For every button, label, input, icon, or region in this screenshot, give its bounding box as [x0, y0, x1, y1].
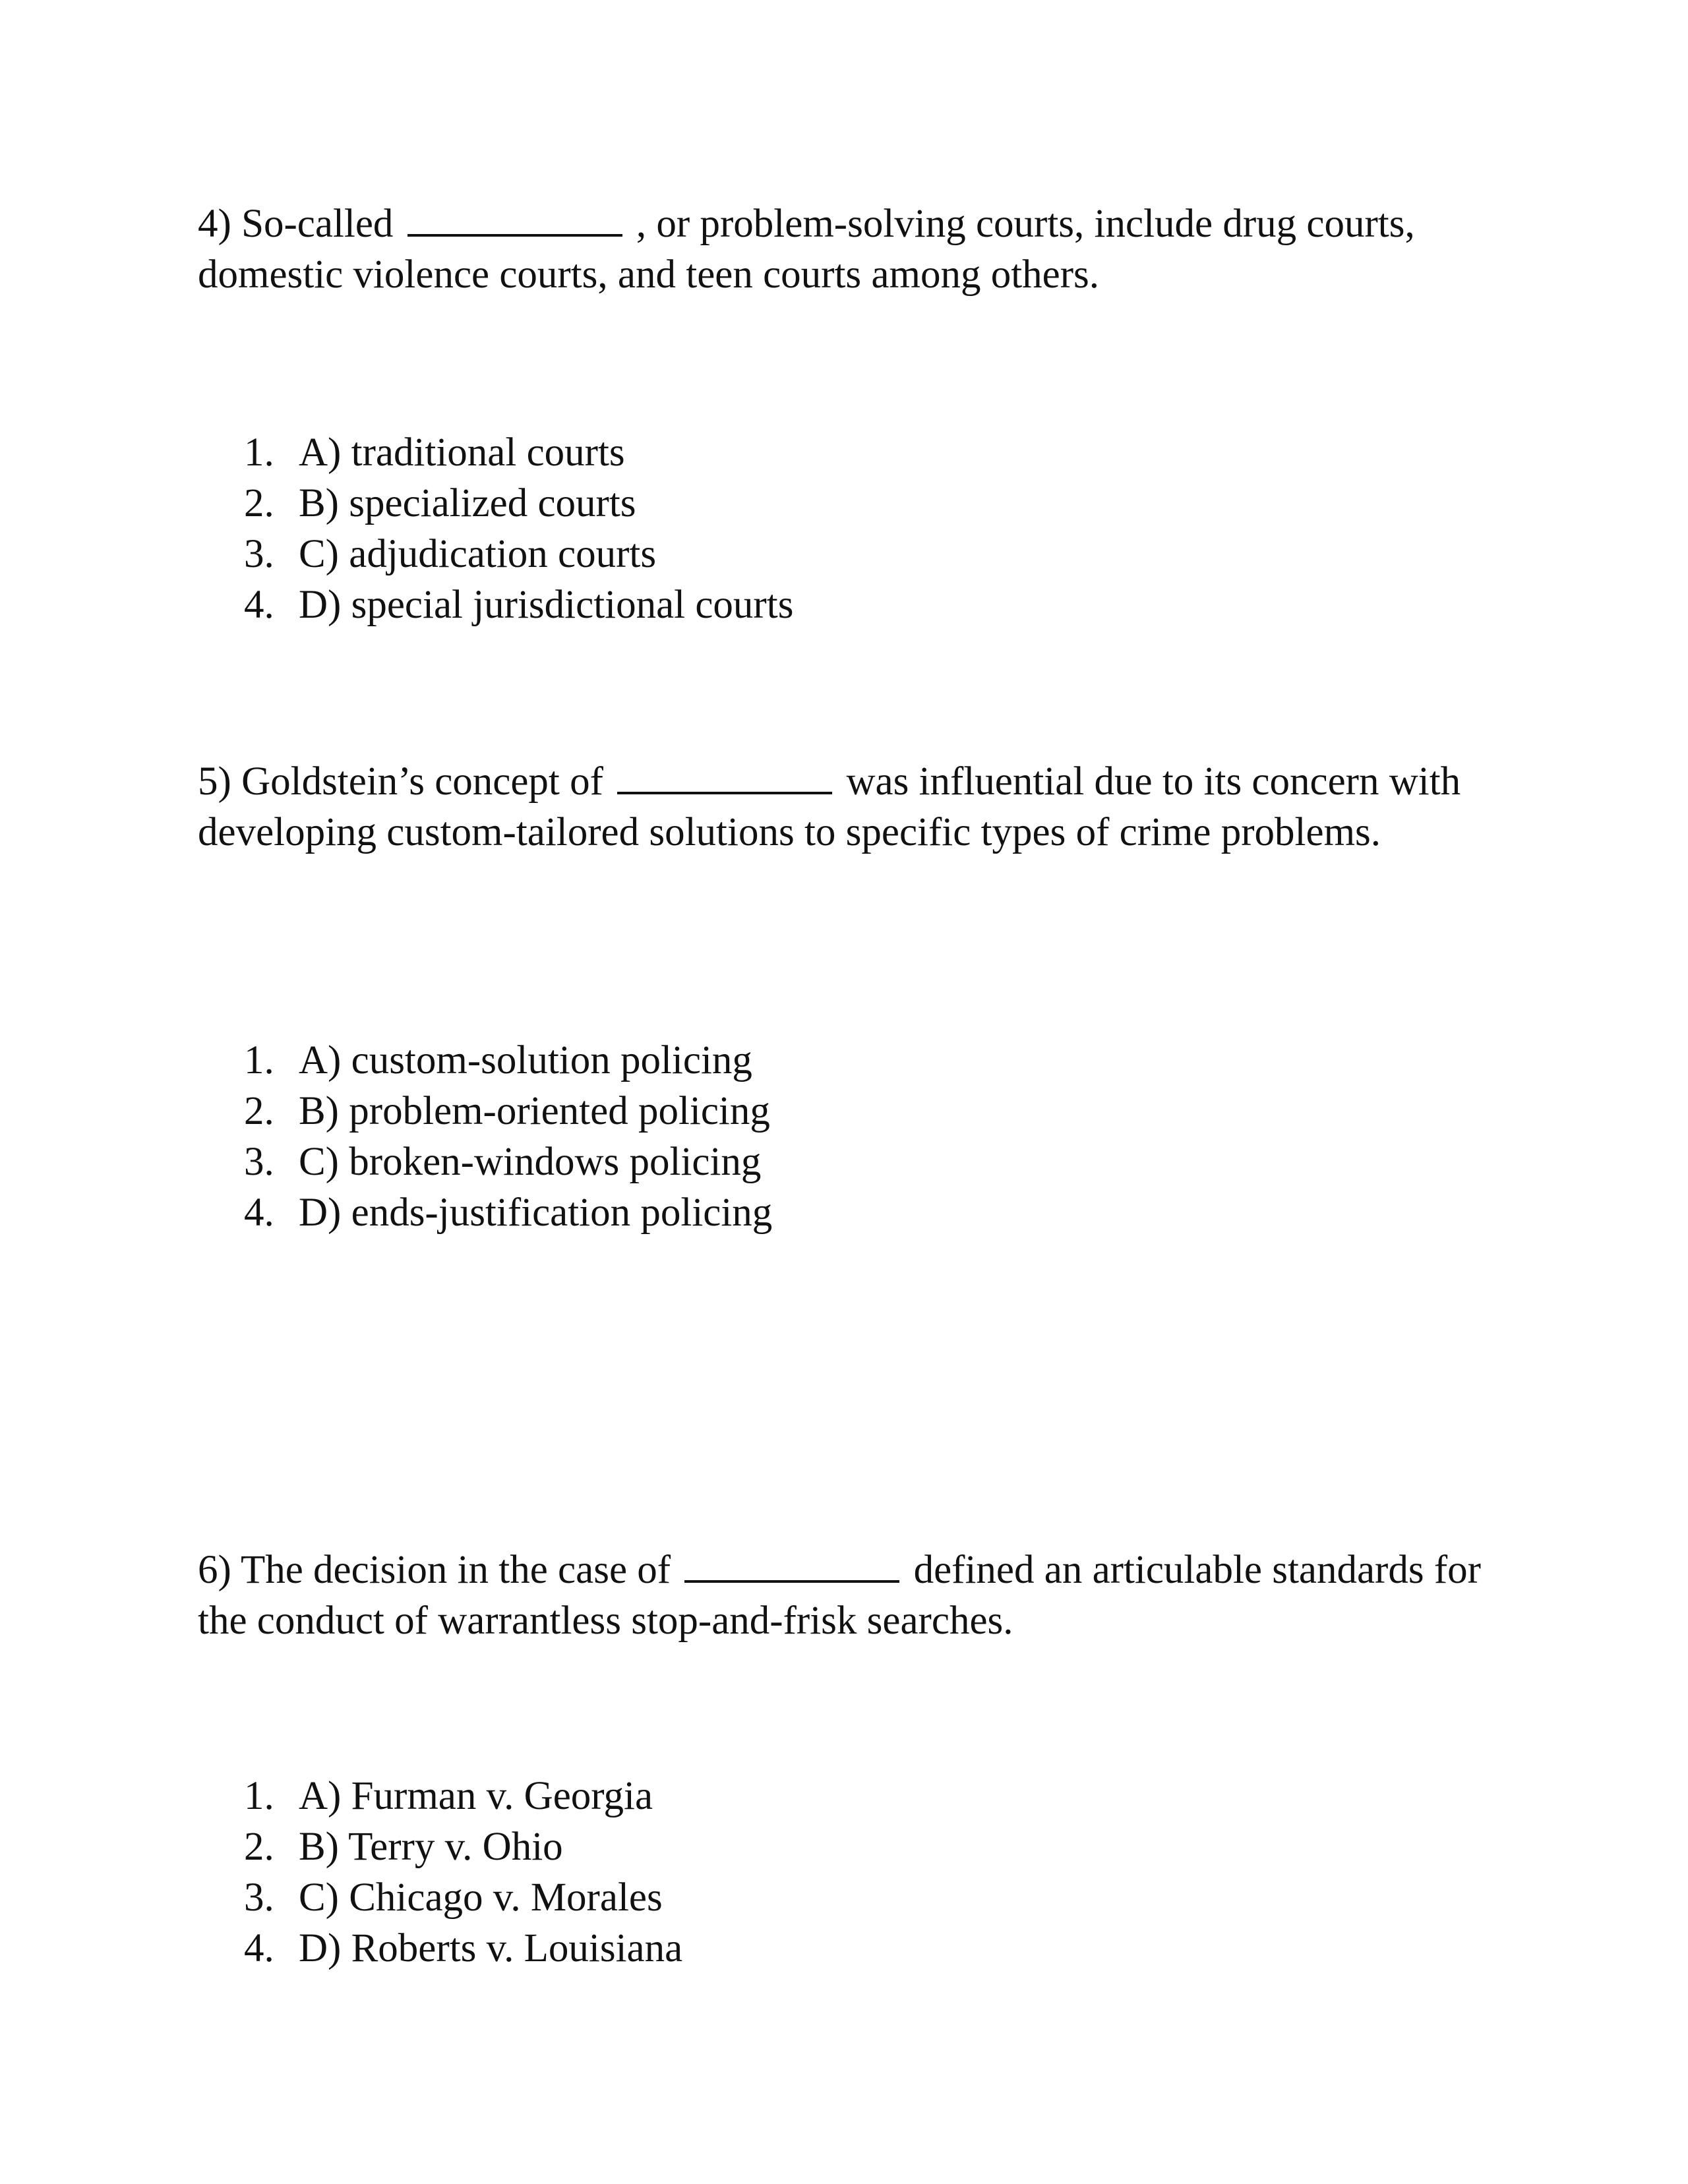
option-text: D) ends-justification policing	[299, 1191, 773, 1235]
question-4-text-before: 4) So-called	[198, 202, 394, 246]
option-number: 4.	[244, 1926, 274, 1970]
question-6-option-d	[244, 1923, 682, 1974]
option-number: 1.	[244, 430, 274, 475]
question-4-text-after: , or problem-solving courts, include drug courts, domestic violence courts, and teen courts among others.	[198, 202, 1415, 297]
option-number: 1.	[244, 1774, 274, 1818]
option-text: C) adjudication courts	[299, 532, 657, 576]
question-6-text-after: defined an articulable standards for the conduct of warrantless stop-and-frisk searches.	[198, 1548, 1481, 1643]
option-text: A) Furman v. Georgia	[299, 1774, 653, 1818]
question-5-option-a	[244, 1035, 772, 1086]
option-text: C) Chicago v. Morales	[299, 1875, 663, 1920]
question-4-option-b	[244, 478, 793, 529]
question-5-text-after: was influential due to its concern with developing custom-tailored solutions to specific types of crime problems.	[198, 759, 1461, 854]
question-5	[198, 756, 1490, 858]
question-6	[198, 1545, 1490, 1646]
question-6-option-b	[244, 1821, 682, 1872]
option-text: D) special jurisdictional courts	[299, 583, 794, 627]
question-5-option-d	[244, 1187, 772, 1238]
question-4-answer-blank	[407, 200, 622, 237]
option-text: B) problem-oriented policing	[299, 1089, 770, 1133]
option-number: 3.	[244, 1140, 274, 1184]
question-4-options	[244, 427, 793, 630]
option-number: 3.	[244, 532, 274, 576]
question-4-option-d	[244, 579, 793, 630]
question-6-option-c	[244, 1872, 682, 1923]
option-number: 4.	[244, 583, 274, 627]
option-text: B) specialized courts	[299, 481, 636, 525]
question-5-text-before: 5) Goldstein’s concept of	[198, 759, 603, 804]
question-6-options	[244, 1771, 682, 1974]
question-4	[198, 198, 1490, 300]
option-number: 1.	[244, 1038, 274, 1082]
option-text: A) traditional courts	[299, 430, 625, 475]
option-number: 2.	[244, 481, 274, 525]
question-6-text-before: 6) The decision in the case of	[198, 1548, 671, 1592]
option-text: D) Roberts v. Louisiana	[299, 1926, 683, 1970]
option-number: 4.	[244, 1191, 274, 1235]
question-5-options	[244, 1035, 772, 1238]
option-number: 2.	[244, 1089, 274, 1133]
question-4-option-c	[244, 529, 793, 579]
option-text: A) custom-solution policing	[299, 1038, 752, 1082]
option-text: C) broken-windows policing	[299, 1140, 762, 1184]
option-number: 2.	[244, 1825, 274, 1869]
question-5-answer-blank	[617, 757, 832, 794]
option-text: B) Terry v. Ohio	[299, 1825, 563, 1869]
question-5-option-c	[244, 1136, 772, 1187]
question-6-option-a	[244, 1771, 682, 1821]
question-6-answer-blank	[684, 1546, 899, 1583]
question-5-option-b	[244, 1086, 772, 1136]
option-number: 3.	[244, 1875, 274, 1920]
question-4-option-a	[244, 427, 793, 478]
